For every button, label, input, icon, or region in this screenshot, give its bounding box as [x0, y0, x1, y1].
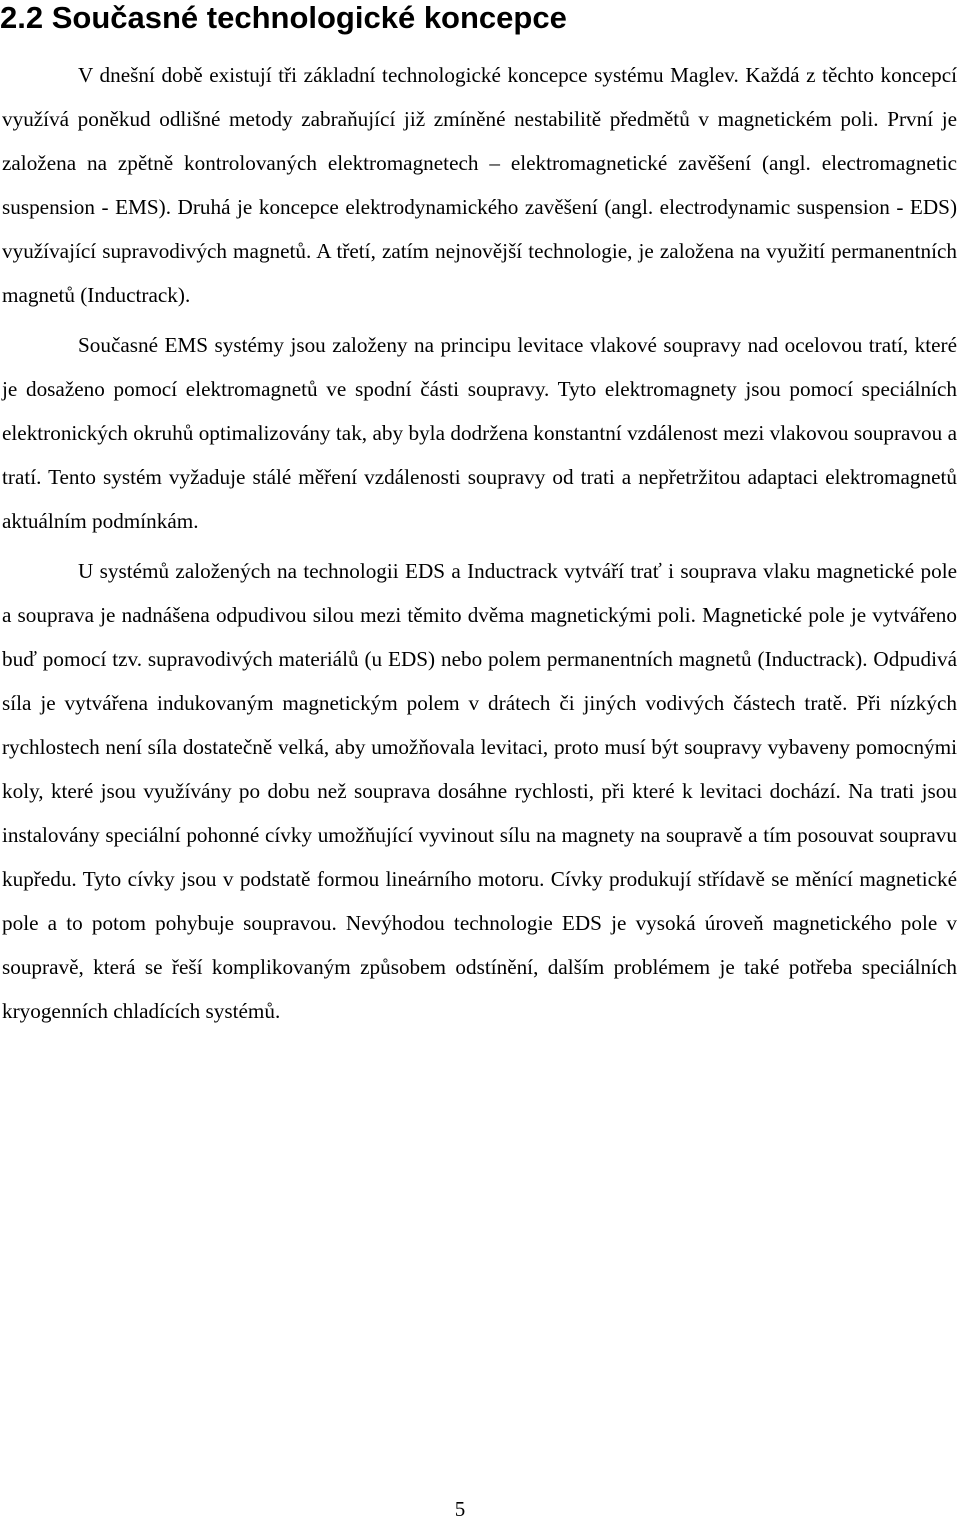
- paragraph-maglev-concepts: V dnešní době existují tři základní technologické koncepce systému Maglev. Každá z těchto koncepcí využívá poněkud odlišné metody zabraňující již zmíněné nestabilitě předmětů v magnetickém poli. První je založena na zpětně kontrolovaných elektromagnetech – elektromagnetické zavěšení (angl. electromagnetic suspension - EMS). Druhá je koncepce elektrodynamického zavěšení (angl. electrodynamic suspension - EDS) využívající supravodivých magnetů. A třetí, zatím nejnovější technologie, je založena na využití permanentních magnetů (Inductrack).: [2, 63, 957, 307]
- body-text: [2, 53, 957, 1033]
- section-heading: 2.2 Současné technologické koncepce: [0, 0, 567, 35]
- paragraph-eds-inductrack: U systémů založených na technologii EDS a Inductrack vytváří trať i souprava vlaku magnetické pole a souprava je nadnášena odpudivou silou mezi těmito dvěma magnetickými poli. Magnetické pole je vytvářeno buď pomocí tzv. supravodivých materiálů (u EDS) nebo polem permanentních magnetů (Inductrack). Odpudivá síla je vytvářena indukovaným magnetickým polem v drátech či jiných vodivých částech tratě. Při nízkých rychlostech není síla dostatečně velká, aby umožňovala levitaci, proto musí být soupravy vybaveny pomocnými koly, které jsou využívány po dobu než souprava dosáhne rychlosti, při které k levitaci dochází. Na trati jsou instalovány speciální pohonné cívky umožňující vyvinout sílu na magnety na soupravě a tím posouvat soupravu kupředu. Tyto cívky jsou v podstatě formou lineárního motoru. Cívky produkují střídavě se měnící magnetické pole a to potom pohybuje soupravou. Nevýhodou technologie EDS je vysoká úroveň magnetického pole v soupravě, která se řeší komplikovaným způsobem odstínění, dalším problémem je také potřeba speciálních kryogenních chladících systémů.: [2, 559, 957, 1023]
- paragraph-ems-systems: Současné EMS systémy jsou založeny na principu levitace vlakové soupravy nad ocelovou tratí, které je dosaženo pomocí elektromagnetů ve spodní části soupravy. Tyto elektromagnety jsou pomocí speciálních elektronických okruhů optimalizovány tak, aby byla dodržena konstantní vzdálenost mezi vlakovou soupravou a tratí. Tento systém vyžaduje stálé měření vzdálenosti soupravy od trati a nepřetržitou adaptaci elektromagnetů aktuálním podmínkám.: [2, 333, 957, 533]
- page-number: 5: [454, 1497, 466, 1521]
